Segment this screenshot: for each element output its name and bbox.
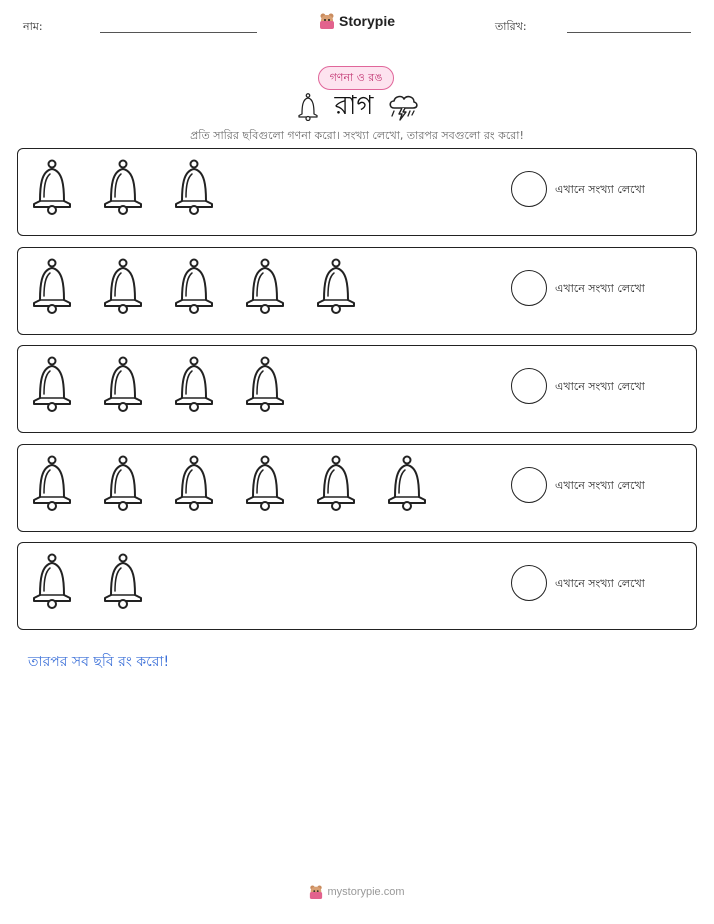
answer-label: এখানে সংখ্যা লেখো xyxy=(555,577,645,590)
category-badge: গণনা ও রঙ xyxy=(318,66,394,90)
brand-name: Storypie xyxy=(338,13,395,29)
page-title: রাগ xyxy=(334,91,374,121)
bell-icon[interactable] xyxy=(28,455,76,515)
bell-group xyxy=(28,553,147,613)
bell-icon[interactable] xyxy=(383,455,431,515)
bell-group xyxy=(28,258,360,318)
bell-icon[interactable] xyxy=(99,455,147,515)
bell-group xyxy=(28,455,431,515)
answer-circle[interactable] xyxy=(511,270,547,306)
title-row xyxy=(0,90,714,124)
bear-logo-icon xyxy=(309,884,323,900)
bell-icon[interactable] xyxy=(99,159,147,219)
name-label: নাম: xyxy=(23,20,43,33)
bell-icon[interactable] xyxy=(170,258,218,318)
counting-row xyxy=(17,345,697,433)
bell-group xyxy=(28,159,218,219)
storm-cloud-icon xyxy=(387,92,419,122)
bell-icon[interactable] xyxy=(99,553,147,613)
bell-icon[interactable] xyxy=(28,553,76,613)
counting-row xyxy=(17,148,697,236)
bell-icon[interactable] xyxy=(99,258,147,318)
answer-label: এখানে সংখ্যা লেখো xyxy=(555,183,645,196)
bell-group xyxy=(28,356,289,416)
counting-row xyxy=(17,444,697,532)
answer-label: এখানে সংখ্যা লেখো xyxy=(555,281,645,295)
footer-brand xyxy=(0,884,714,904)
counting-row xyxy=(17,247,697,335)
bell-icon[interactable] xyxy=(170,455,218,515)
date-label: তারিখ: xyxy=(495,20,527,33)
instruction-text: প্রতি সারির ছবিগুলো গণনা করো। সংখ্যা লেখো, তারপর সবগুলো রং করো! xyxy=(190,129,524,142)
bell-icon[interactable] xyxy=(28,159,76,219)
counting-row xyxy=(17,542,697,630)
bell-icon[interactable] xyxy=(312,258,360,318)
bell-icon[interactable] xyxy=(99,356,147,416)
brand-logo xyxy=(0,12,714,34)
answer-label: এখানে সংখ্যা লেখো xyxy=(555,380,645,393)
bell-icon[interactable] xyxy=(28,258,76,318)
bell-icon[interactable] xyxy=(241,455,289,515)
bell-icon[interactable] xyxy=(241,356,289,416)
date-line[interactable] xyxy=(567,32,691,33)
answer-circle[interactable] xyxy=(511,368,547,404)
bell-icon[interactable] xyxy=(241,258,289,318)
answer-circle[interactable] xyxy=(511,467,547,503)
answer-circle[interactable] xyxy=(511,565,547,601)
footer-url: mystorypie.com xyxy=(327,886,405,898)
answer-label: এখানে সংখ্যা লেখো xyxy=(555,478,645,492)
bell-icon[interactable] xyxy=(28,356,76,416)
bell-icon[interactable] xyxy=(170,159,218,219)
bell-icon[interactable] xyxy=(170,356,218,416)
answer-circle[interactable] xyxy=(511,171,547,207)
color-instruction: তারপর সব ছবি রং করো! xyxy=(28,654,170,670)
bell-icon xyxy=(295,93,321,121)
bear-logo-icon xyxy=(319,12,335,30)
bell-icon[interactable] xyxy=(312,455,360,515)
